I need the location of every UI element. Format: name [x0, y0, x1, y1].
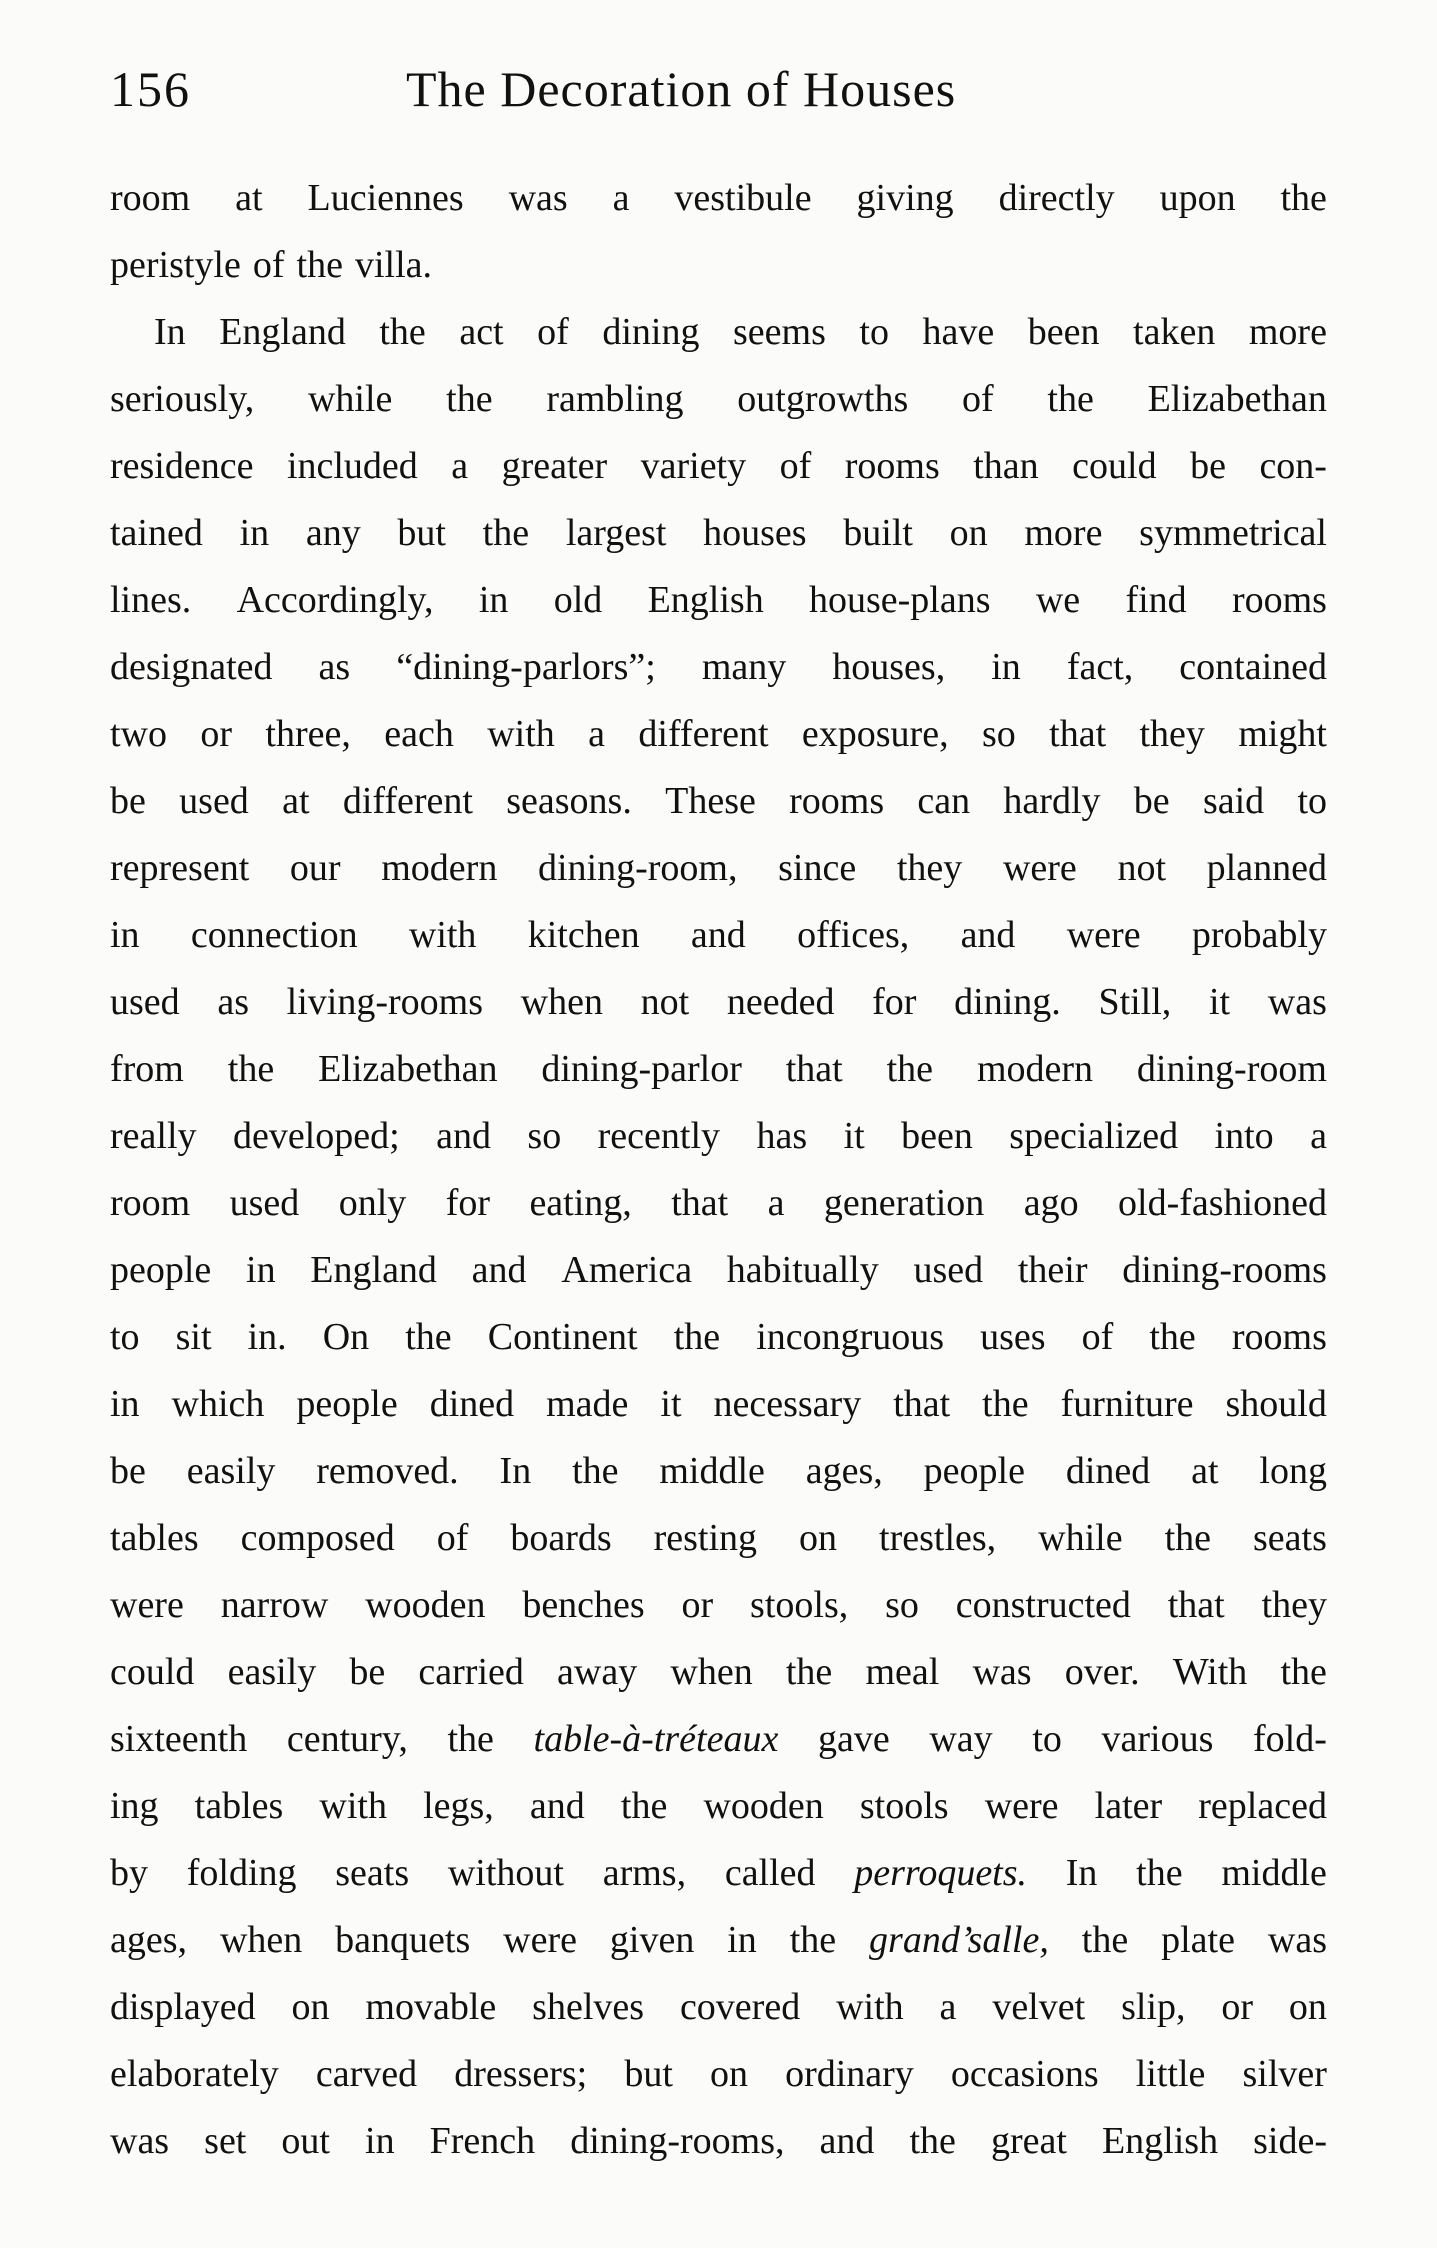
text-line: to sit in. On the Continent the incongruous uses of the rooms: [110, 1316, 1327, 1358]
text-line: tained in any but the largest houses built on more symmetrical: [110, 512, 1327, 554]
text-line: elaborately carved dressers; but on ordinary occasions little silver: [110, 2053, 1327, 2095]
text-line: people in England and America habitually used their dining-rooms: [110, 1249, 1327, 1291]
text-line: ages, when banquets were given in the grand’salle, the plate was: [110, 1919, 1327, 1961]
text-line: by folding seats without arms, called perroquets. In the middle: [110, 1852, 1327, 1894]
text-line: really developed; and so recently has it been specialized into a: [110, 1115, 1327, 1157]
text-line: could easily be carried away when the meal was over. With the: [110, 1651, 1327, 1693]
text-line: in connection with kitchen and offices, and were probably: [110, 914, 1327, 956]
text-line: two or three, each with a different exposure, so that they might: [110, 713, 1327, 755]
text-line: sixteenth century, the table-à-tréteaux gave way to various fold-: [110, 1718, 1327, 1760]
text-line: be easily removed. In the middle ages, people dined at long: [110, 1450, 1327, 1492]
page-header: [110, 60, 1327, 120]
text-line: seriously, while the rambling outgrowths of the Elizabethan: [110, 378, 1327, 420]
text-line: from the Elizabethan dining-parlor that the modern dining-room: [110, 1048, 1327, 1090]
text-line: displayed on movable shelves covered with a velvet slip, or on: [110, 1986, 1327, 2028]
text-line: tables composed of boards resting on trestles, while the seats: [110, 1517, 1327, 1559]
text-line: room used only for eating, that a generation ago old-fashioned: [110, 1182, 1327, 1224]
page-number: 156: [110, 61, 191, 117]
running-title: The Decoration of Houses: [406, 61, 957, 117]
text-line: used as living-rooms when not needed for dining. Still, it was: [110, 981, 1327, 1023]
text-line: peristyle of the villa.: [110, 244, 432, 286]
text-line: represent our modern dining-room, since they were not planned: [110, 847, 1327, 889]
text-line: room at Luciennes was a vestibule giving directly upon the: [110, 177, 1327, 219]
text-line: lines. Accordingly, in old English house-plans we find rooms: [110, 579, 1327, 621]
text-line: were narrow wooden benches or stools, so constructed that they: [110, 1584, 1327, 1626]
text-line: residence included a greater variety of rooms than could be con-: [110, 445, 1327, 487]
text-line: In England the act of dining seems to have been taken more: [154, 311, 1327, 353]
text-line: be used at different seasons. These rooms can hardly be said to: [110, 780, 1327, 822]
text-line: in which people dined made it necessary that the furniture should: [110, 1383, 1327, 1425]
text-line: was set out in French dining-rooms, and the great English side-: [110, 2120, 1327, 2162]
body-text: [110, 165, 1327, 2175]
text-line: ing tables with legs, and the wooden stools were later replaced: [110, 1785, 1327, 1827]
text-line: designated as “dining-parlors”; many houses, in fact, contained: [110, 646, 1327, 688]
